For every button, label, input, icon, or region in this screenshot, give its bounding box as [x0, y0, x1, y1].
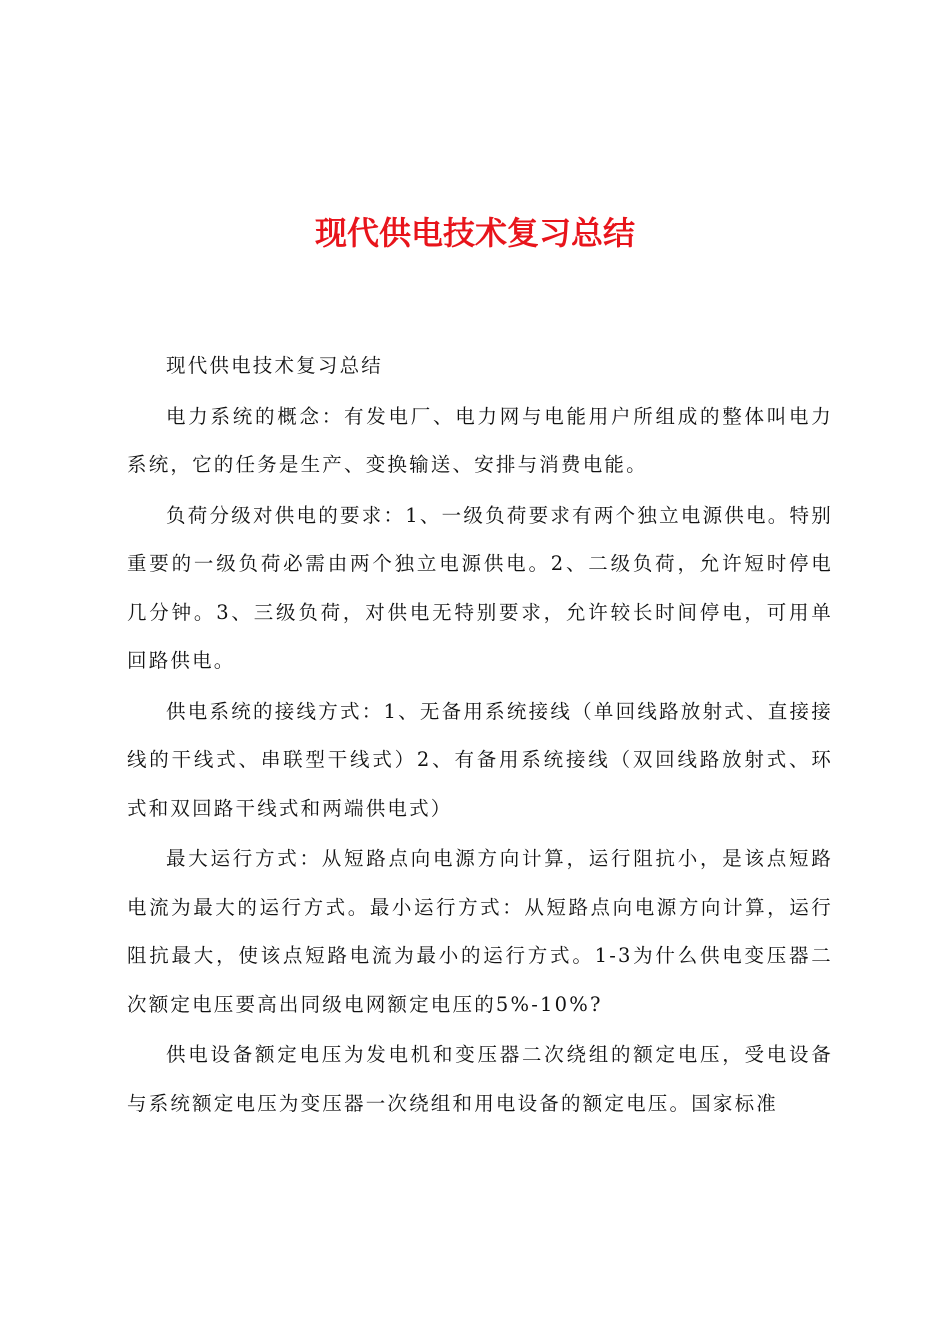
document-body: [127, 342, 833, 1130]
document-title: 现代供电技术复习总结: [314, 214, 635, 252]
paragraph-power-system-concept: 电力系统的概念：有发电厂、电力网与电能用户所组成的整体叫电力系统，它的任务是生产、变换输送、安排与消费电能。: [127, 404, 833, 476]
paragraph-load-classification: 负荷分级对供电的要求：1、一级负荷要求有两个独立电源供电。特别重要的一级负荷必需由两个独立电源供电。2、二级负荷，允许短时停电几分钟。3、三级负荷，对供电无特别要求，允许较长时间停电，可用单回路供电。: [127, 503, 833, 672]
paragraph-subtitle: 现代供电技术复习总结: [166, 354, 384, 377]
paragraph-operating-modes: 最大运行方式：从短路点向电源方向计算，运行阻抗小，是该点短路电流为最大的运行方式。最小运行方式：从短路点向电源方向计算，运行阻抗最大，使该点短路电流为最小的运行方式。1-3为什么供电变压器二次额定电压要高出同级电网额定电压的5%-10%?: [127, 847, 833, 1016]
paragraph-wiring-methods: 供电系统的接线方式：1、无备用系统接线（单回线路放射式、直接接线的干线式、串联型干线式）2、有备用系统接线（双回线路放射式、环式和双回路干线式和两端供电式）: [127, 699, 833, 820]
paragraph-rated-voltage: 供电设备额定电压为发电机和变压器二次绕组的额定电压，受电设备与系统额定电压为变压器一次绕组和用电设备的额定电压。国家标准: [127, 1043, 833, 1115]
